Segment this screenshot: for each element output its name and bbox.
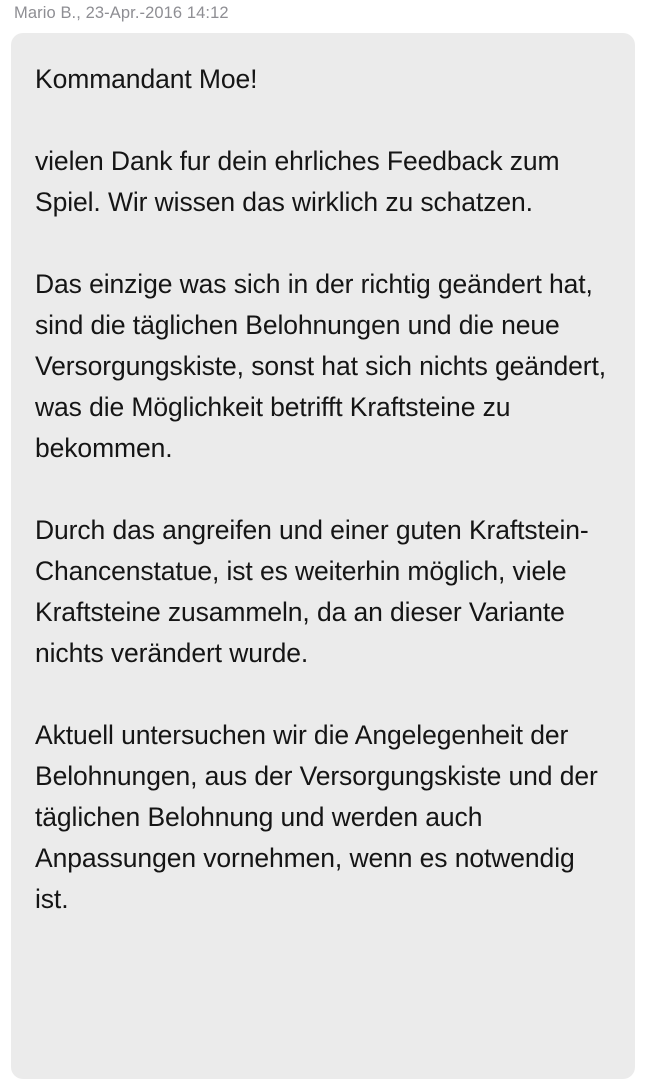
message-paragraph-2: Das einzige was sich in der richtig geändert hat, sind die täglichen Belohnungen und die neue Versorgungskiste, sonst hat sich nichts geändert, was die Möglichkeit betrifft Kraftsteine zu bekommen. bbox=[35, 269, 607, 463]
message-paragraph-1: vielen Dank fur dein ehrliches Feedback zum Spiel. Wir wissen das wirklich zu schatzen. bbox=[35, 146, 560, 217]
message-paragraph-3: Durch das angreifen und einer guten Kraftstein-Chancenstatue, ist es weiterhin möglich, viele Kraftsteine zusammeln, da an dieser Variante nichts verändert wurde. bbox=[35, 515, 589, 668]
message-paragraph-4: Aktuell untersuchen wir die Angelegenheit der Belohnungen, aus der Versorgungskiste und der täglichen Belohnung und werden auch Anpassungen vornehmen, wenn es notwendig ist. bbox=[35, 720, 598, 914]
message-meta: Mario B., 23-Apr.-2016 14:12 bbox=[14, 4, 229, 22]
message-bubble[interactable] bbox=[11, 33, 635, 1079]
message-greeting: Kommandant Moe! bbox=[35, 64, 258, 94]
